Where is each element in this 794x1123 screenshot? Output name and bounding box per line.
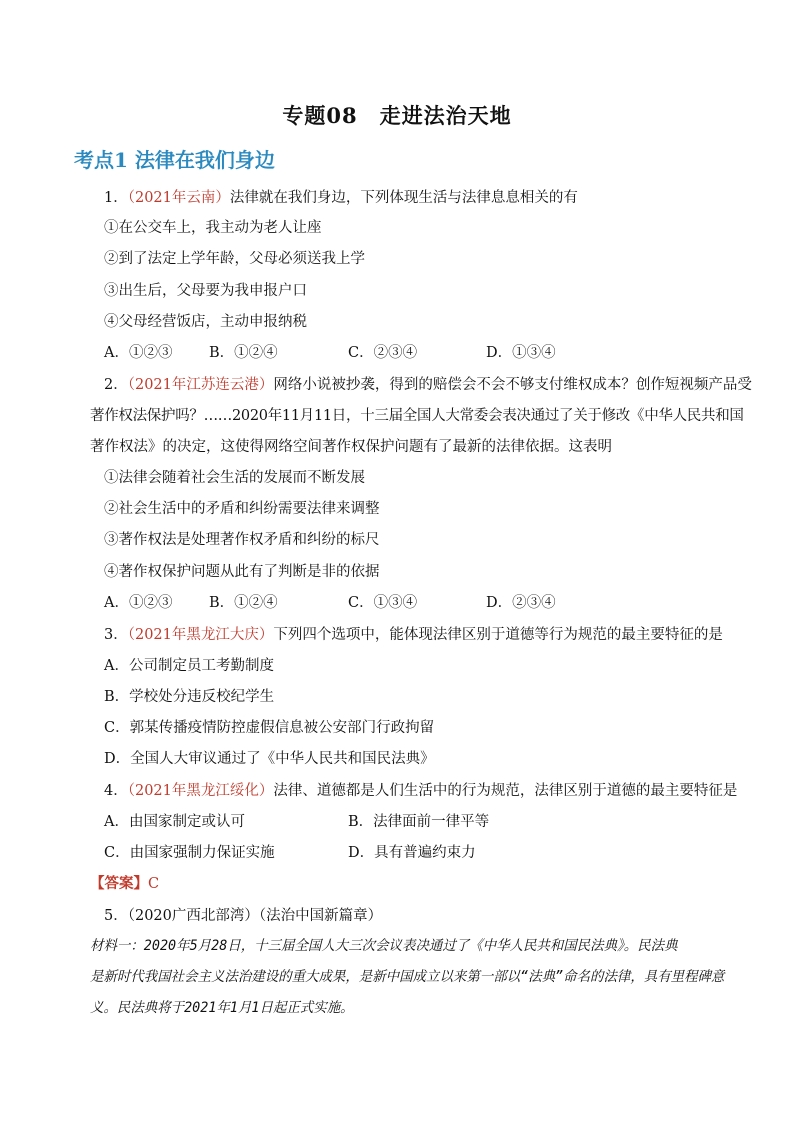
question-2-item: ④著作权保护问题从此有了判断是非的依据	[104, 564, 380, 580]
question-4-option-b: B．法律面前一律平等	[348, 814, 490, 830]
answer-value: C	[148, 876, 160, 892]
question-1-stem	[104, 186, 578, 207]
question-text: 下列四个选项中，能体现法律区别于道德等行为规范的最主要特征的是	[273, 627, 723, 643]
material-line: 是新时代我国社会主义法治建设的重大成果，是新中国成立以来第一部以“法典”命名的法律，具有里程碑意	[90, 969, 725, 985]
material-line: 材料一：2020年5月28日，十三届全国人大三次会议表决通过了《中华人民共和国民法典》。民法典	[90, 938, 678, 954]
question-3-stem	[104, 623, 723, 644]
question-number: 1．	[104, 190, 128, 206]
answer-line	[90, 872, 159, 893]
question-2-stem	[104, 373, 752, 394]
question-4-option-a: A．由国家制定或认可	[104, 814, 245, 830]
question-2-option-c: C．①③④	[348, 595, 418, 611]
answer-label: 【答案】	[90, 875, 148, 892]
question-2-option-d: D．②③④	[486, 595, 556, 611]
material-line: 义。民法典将于2021年1月1日起正式实施。	[90, 1000, 354, 1016]
question-5-heading: 5．（2020广西北部湾）（法治中国新篇章）	[104, 908, 383, 924]
question-source: （2021年江苏连云港）	[127, 377, 274, 393]
question-1-item: ①在公交车上，我主动为老人让座	[104, 220, 322, 236]
question-2-item: ③著作权法是处理著作权矛盾和纠纷的标尺	[104, 532, 380, 548]
question-1-item: ③出生后，父母要为我申报户口	[104, 283, 307, 299]
question-2-stem-line: 著作权法保护吗？……2020年11月11日，十三届全国人大常委会表决通过了关于修改《中华人民共和国	[90, 408, 744, 424]
section-heading: 考点1 法律在我们身边	[74, 148, 275, 172]
question-source: （2021年云南）	[127, 190, 230, 206]
question-number: 4．	[104, 783, 128, 799]
question-3-option-c: C．郭某传播疫情防控虚假信息被公安部门行政拘留	[104, 720, 435, 736]
question-source: （2021年黑龙江绥化）	[127, 783, 274, 799]
question-1-item: ②到了法定上学年龄，父母必须送我上学	[104, 251, 365, 267]
question-text: 法律就在我们身边，下列体现生活与法律息息相关的有	[229, 190, 578, 206]
question-source: （2021年黑龙江大庆）	[127, 627, 274, 643]
question-3-option-a: A．公司制定员工考勤制度	[104, 658, 274, 674]
question-1-item: ④父母经营饭店，主动申报纳税	[104, 314, 307, 330]
question-1-option-b: B．①②④	[209, 345, 278, 361]
question-2-stem-line: 著作权法》的决定，这使得网络空间著作权保护问题有了最新的法律依据。这表明	[90, 439, 612, 455]
question-4-stem	[104, 779, 737, 800]
question-2-option-a: A．①②③	[104, 595, 173, 611]
question-3-option-b: B．学校处分违反校纪学生	[104, 689, 275, 705]
question-number: 3．	[104, 627, 128, 643]
question-number: 2．	[104, 377, 128, 393]
question-text: 网络小说被抄袭，得到的赔偿会不会不够支付维权成本？创作短视频产品受	[273, 377, 752, 393]
question-1-option-a: A．①②③	[104, 345, 173, 361]
question-4-option-d: D．具有普遍约束力	[348, 845, 476, 861]
question-1-option-d: D．①③④	[486, 345, 556, 361]
question-1-option-c: C．②③④	[348, 345, 418, 361]
question-text: 法律、道德都是人们生活中的行为规范，法律区别于道德的最主要特征是	[273, 783, 738, 799]
question-3-option-d: D．全国人大审议通过了《中华人民共和国民法典》	[104, 751, 435, 767]
question-2-item: ②社会生活中的矛盾和纠纷需要法律来调整	[104, 501, 380, 517]
question-4-option-c: C．由国家强制力保证实施	[104, 845, 275, 861]
page-title: 专题08 走进法治天地	[282, 103, 512, 128]
question-2-item: ①法律会随着社会生活的发展而不断发展	[104, 470, 365, 486]
question-2-option-b: B．①②④	[209, 595, 278, 611]
